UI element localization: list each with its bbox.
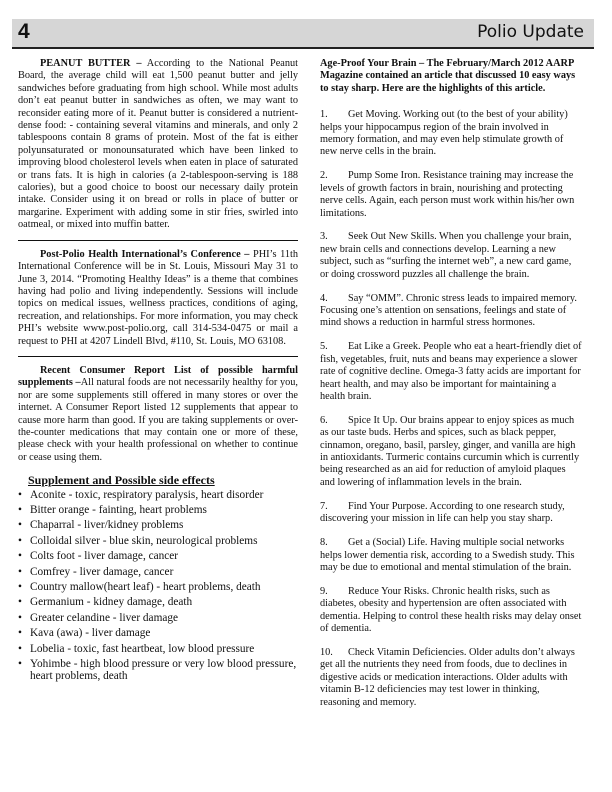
- list-item: • Aconite - toxic, respiratory paralysis, heart disorder: [18, 489, 298, 502]
- list-item: • Colloidal silver - blue skin, neurological problems: [18, 535, 298, 548]
- brain-article-intro: Age-Proof Your Brain – The February/March 2012 AARP Magazine contained an article that discussed 10 easy ways to stay sharp. Here are the highlights of this article.: [320, 58, 576, 94]
- peanut-butter-article: [18, 58, 298, 232]
- tip-text: Find Your Purpose. According to one research study, discovering your mission in life can help you stay sharp.: [320, 500, 565, 525]
- list-item: [320, 293, 582, 330]
- tip-text: Get Moving. Working out (to the best of your ability) helps your hippocampus region of the brain involved in memory formation, and may even help stimulate growth of new nerve cells in the brain.: [320, 109, 568, 158]
- brain-tips-list: [320, 109, 582, 709]
- list-item: • Greater celandine - liver damage: [18, 612, 298, 625]
- phi-conference-lead: Post-Polio Health International’s Conference –: [40, 248, 250, 260]
- right-column: [320, 58, 582, 720]
- page-number: 4: [18, 20, 30, 43]
- list-item: • Yohimbe - high blood pressure or very low blood pressure, heart problems, death: [18, 658, 298, 683]
- list-item: • Kava (awa) - liver damage: [18, 627, 298, 640]
- tip-text: Seek Out New Skills. When you challenge your brain, new brain cells and connections develop. Learning a new subject, such as “surfing the internet web”, a new card game, or doing crossword puzzles all challenge the brain.: [320, 231, 572, 280]
- list-item: • Country mallow(heart leaf) - heart problems, death: [18, 581, 298, 594]
- supplement-heading: Supplement and Possible side effects: [28, 473, 215, 488]
- consumer-report-text: All natural foods are not necessarily healthy for you, nor are some supplements still offered in many stores or over the internet. A Consumer Report listed 12 supplements that appear to cause more harm than good. If you are taking supplements or over-the-counter medications that may contain one or more of these, please check with your health professional on whether to continue or cease using them.: [18, 377, 298, 463]
- tip-number: 8.: [320, 537, 328, 549]
- list-item: [320, 537, 582, 574]
- consumer-report-lead: Recent Consumer Report List of possible harmful supplements –: [18, 364, 298, 389]
- tip-text: Get a (Social) Life. Having multiple social networks helps lower dementia risk, according to a Swedish study. This may be due to emotional and mental stimulation of the brain.: [320, 537, 575, 573]
- list-item: [320, 415, 582, 489]
- peanut-butter-lead: PEANUT BUTTER –: [40, 58, 142, 69]
- divider: [18, 356, 298, 357]
- supplement-list: [18, 489, 298, 683]
- tip-number: 7.: [320, 500, 328, 512]
- phi-conference-article: [18, 249, 298, 348]
- tip-number: 9.: [320, 585, 328, 597]
- left-column: [18, 58, 298, 686]
- tip-text: Check Vitamin Deficiencies. Older adults don’t always get all the nutrients they need from foods, due to declines in digestive acids or medication interactions. Older adults with vitamin B-12 deficiencies may test lower in thinking, reasoning and memory.: [320, 646, 575, 708]
- tip-number: 4.: [320, 292, 328, 304]
- page-header: [12, 19, 594, 49]
- list-item: • Bitter orange - fainting, heart problems: [18, 504, 298, 517]
- peanut-butter-text: According to the National Peanut Board, the average child will eat 1,500 peanut butter and jelly sandwiches before graduating from high school. While most adults don’t eat peanut butter in sandwiches as often, we may want to reconsider eating more of it. Peanut butter is considered a nutrient-dense food: - containing several vitamins and minerals, and only 2 tablespoons contain 8 grams of protein. Most of the fat is either polyunsaturated or monounsaturated which have been linked to improving blood cholesterol levels when eaten in place of saturated or trans fats. It is high in calories (a 2-tablespoon-serving is 188 calories), but a good choice to boost our necessary daily protein intake. Consider using it on bread or rolls in place of butter or margarine. Experiment with adding some in stir fries, swirled into oatmeal, or mixed into muffin batter.: [18, 58, 298, 231]
- list-item: [320, 109, 582, 159]
- tip-number: 6.: [320, 414, 328, 426]
- tip-number: 5.: [320, 341, 328, 353]
- list-item: • Colts foot - liver damage, cancer: [18, 550, 298, 563]
- list-item: • Comfrey - liver damage, cancer: [18, 566, 298, 579]
- tip-text: Say “OMM”. Chronic stress leads to impaired memory. Focusing one’s attention on sensations, feelings and state of mind shows a reduction in harmful stress hormones.: [320, 292, 577, 329]
- tip-number: 10.: [320, 646, 333, 658]
- list-item: [320, 647, 582, 709]
- tip-number: 3.: [320, 231, 328, 243]
- list-item: [320, 501, 582, 526]
- tip-text: Reduce Your Risks. Chronic health risks, such as diabetes, obesity and hypertension are often associated with dementia. Helping to control these health risks may delay onset of dementia.: [320, 585, 582, 635]
- list-item: • Lobelia - toxic, fast heartbeat, low blood pressure: [18, 643, 298, 656]
- phi-conference-text: PHI’s 11th International Conference will be in St. Louis, Missouri May 31 to June 3, 2014. “Promoting Healthy Ideas” is a theme that combines having had polio and living independently. Sessions will include topics on medical issues, wellness practices, conditions of aging, recreation, and relationships. For more information, you may check PHI’s website www.post-polio.org, call 314-534-0475 or mail a request to PHI at 4207 Lindell Blvd, #110, St. Louis, MO 63108.: [18, 248, 298, 347]
- list-item: [320, 170, 582, 220]
- tip-text: Spice It Up. Our brains appear to enjoy spices as much as our taste buds. Herbs and spices, such as black pepper, cinnamon, oregano, basil, parsley, ginger, and vanilla are high in antioxidants. Turmeric contains curcumin which is currently being researched as an aid for reduction of amyloid plaques and lowering of inflammation levels in the brain.: [320, 414, 580, 488]
- tip-text: Eat Like a Greek. People who eat a heart-friendly diet of fish, vegetables, fruit, nuts and beans may experience a slower rate of cognitive decline. Omega-3 fatty acids are important for heart health, and may also be important for maintaining a health brain.: [320, 341, 582, 402]
- list-item: • Chaparral - liver/kidney problems: [18, 519, 298, 532]
- newsletter-title: Polio Update: [477, 22, 584, 42]
- list-item: [320, 231, 582, 281]
- consumer-report-article: [18, 365, 298, 464]
- list-item: • Germanium - kidney damage, death: [18, 596, 298, 609]
- list-item: [320, 341, 582, 403]
- divider: [18, 240, 298, 241]
- list-item: [320, 586, 582, 636]
- tip-number: 1.: [320, 109, 328, 121]
- tip-text: Pump Some Iron. Resistance training may increase the levels of growth factors in brain, nourishing and protecting nerve cells. Again, each person must work within his/her own limitations.: [320, 170, 575, 219]
- tip-number: 2.: [320, 170, 328, 182]
